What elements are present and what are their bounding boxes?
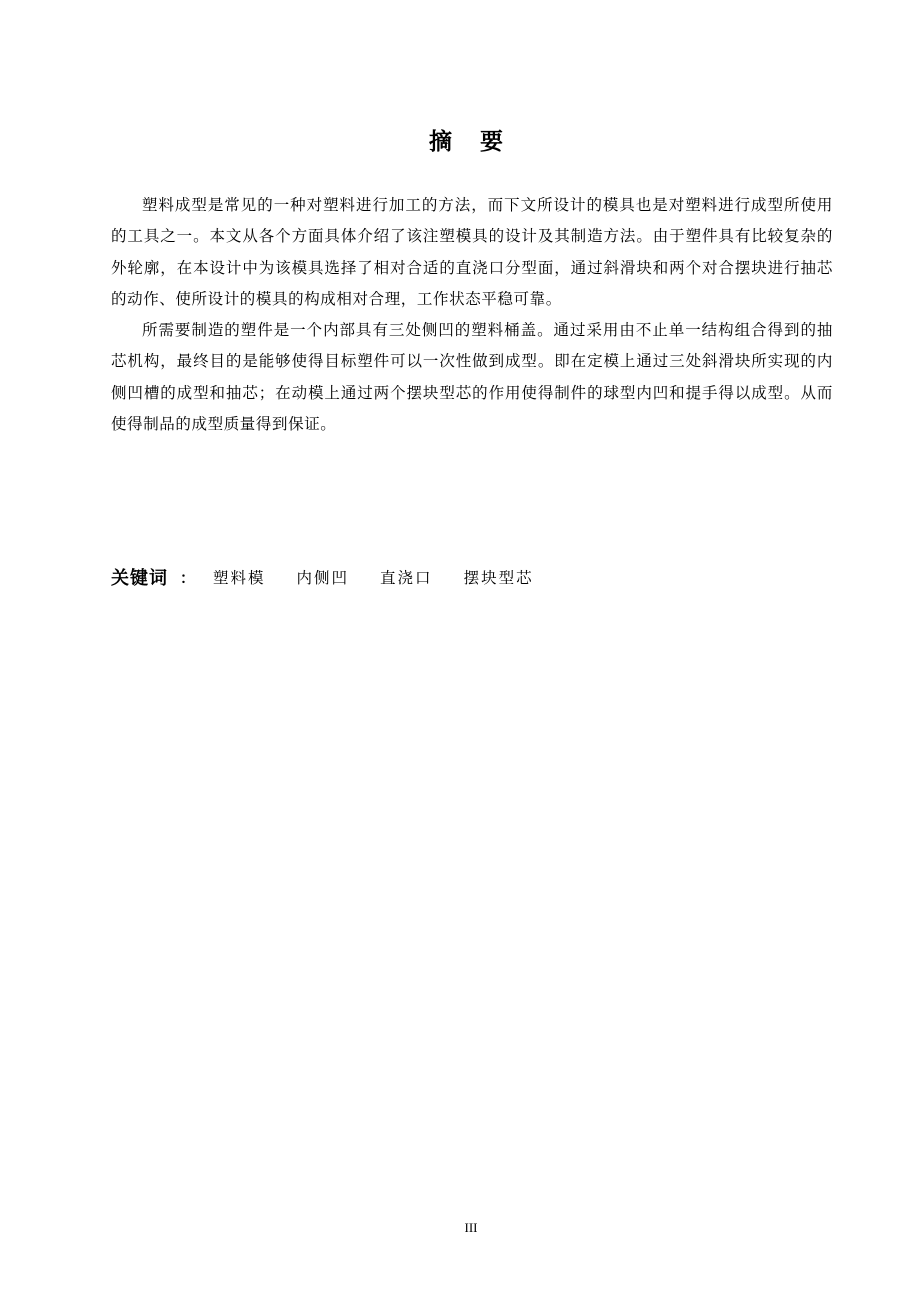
- keywords-label: 关键词: [111, 568, 168, 589]
- keyword-item: 摆块型芯: [463, 569, 534, 587]
- keyword-item: 塑料模: [213, 569, 266, 587]
- keyword-item: 内侧凹: [296, 569, 350, 587]
- abstract-paragraph: 塑料成型是常见的一种对塑料进行加工的方法，而下文所设计的模具也是对塑料进行成型所使用的工具之一。本文从各个方面具体介绍了该注塑模具的设计及其制造方法。由于塑件具有比较复杂的外轮廓，在本设计中为该模具选择了相对合适的直浇口分型面，通过斜滑块和两个对合摆块进行抽芯的动作、使所设计的模具的构成相对合理，工作状态平稳可靠。: [111, 196, 833, 308]
- page-number: III: [464, 1220, 478, 1235]
- keywords-line: [111, 561, 565, 593]
- abstract-paragraph: 所需要制造的塑件是一个内部具有三处侧凹的塑料桶盖。通过采用由不止单一结构组合得到的抽芯机构，最终目的是能够使得目标塑件可以一次性做到成型。即在定模上通过三处斜滑块所实现的内侧凹槽的成型和抽芯；在动模上通过两个摆块型芯的作用使得制件的球型内凹和提手得以成型。从而使得制品的成型质量得到保证。: [111, 321, 833, 434]
- keywords-colon: ：: [180, 568, 196, 587]
- abstract-body: [111, 190, 833, 440]
- keyword-item: 直浇口: [380, 569, 433, 587]
- abstract-title: 摘 要: [428, 129, 513, 155]
